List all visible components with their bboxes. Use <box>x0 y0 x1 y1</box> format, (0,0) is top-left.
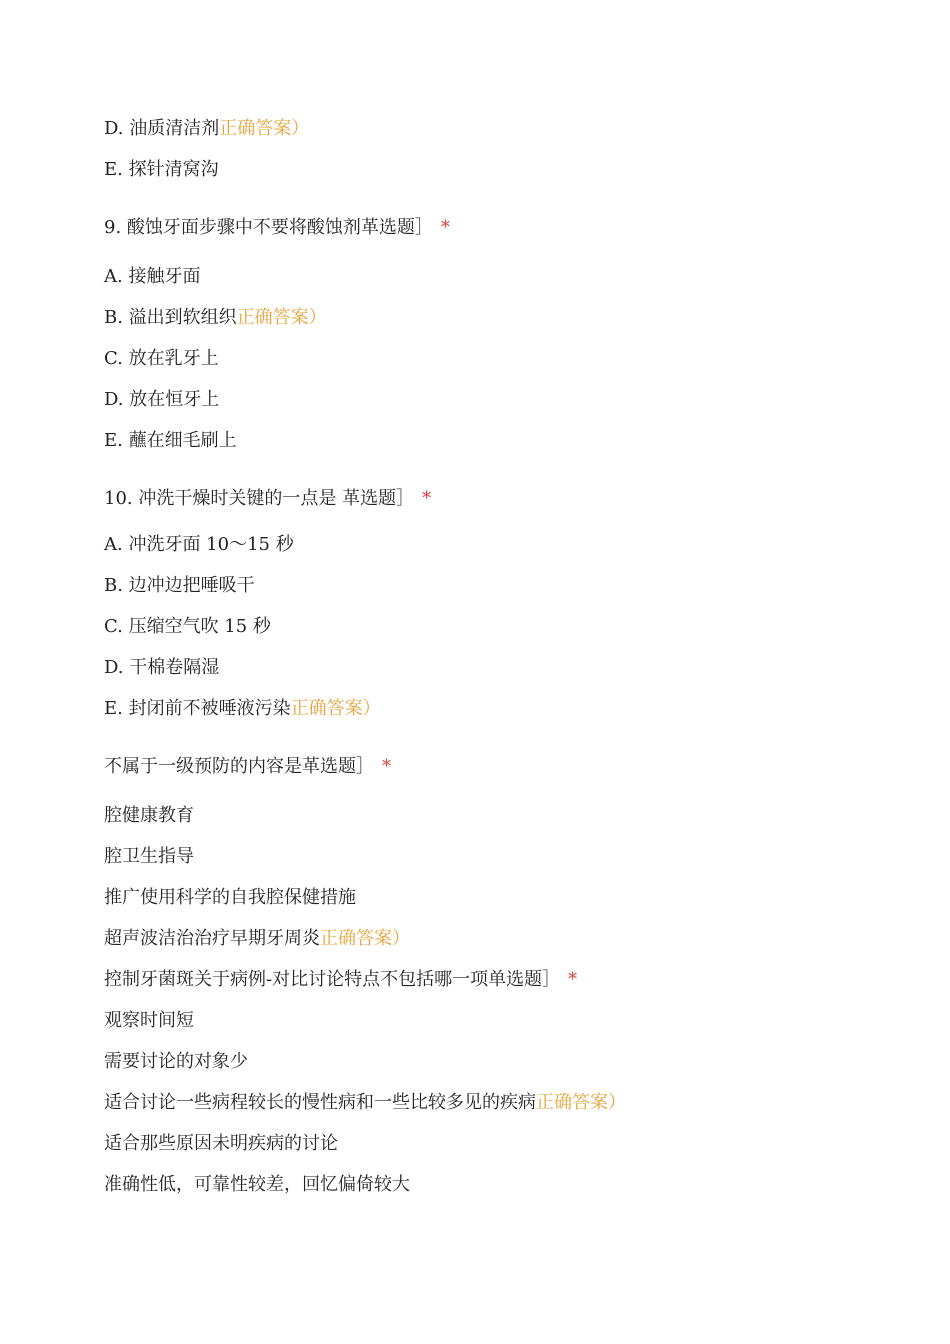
question-text: 10. 冲洗干燥时关键的一点是 革选题］ <box>104 488 415 509</box>
option-text: 准确性低，可靠性较差，回忆偏倚较大 <box>104 1174 410 1195</box>
option-item <box>104 845 194 869</box>
option-item <box>104 117 309 141</box>
option-item <box>104 533 294 557</box>
option-item <box>104 429 237 453</box>
option-text: 推广使用科学的自我腔保健措施 <box>104 887 356 908</box>
question-title <box>104 216 450 240</box>
option-text: 适合那些原因未明疾病的讨论 <box>104 1133 338 1154</box>
option-text: A. 接触牙面 <box>104 266 201 287</box>
option-text: D. 油质清洁剂 <box>104 118 220 139</box>
option-text: A. 冲洗牙面 10〜15 秒 <box>104 534 294 555</box>
option-item <box>104 1173 410 1197</box>
option-item <box>104 388 219 412</box>
option-item <box>104 804 194 828</box>
option-text: E. 封闭前不被唾液污染 <box>104 698 291 719</box>
option-text: B. 溢出到软组织 <box>104 307 237 328</box>
required-mark: * <box>568 969 578 990</box>
question-title <box>104 968 577 992</box>
question-title <box>104 755 391 779</box>
option-item <box>104 927 410 951</box>
correct-answer-mark: 正确答案） <box>219 118 310 139</box>
option-item <box>104 656 219 680</box>
correct-answer-mark: 正确答案） <box>320 928 410 949</box>
option-item <box>104 1050 248 1074</box>
correct-answer-mark: 正确答案） <box>290 698 381 719</box>
option-text: 腔卫生指导 <box>104 846 194 867</box>
option-item <box>104 1132 338 1156</box>
correct-answer-mark: 正确答案） <box>236 307 327 328</box>
option-item <box>104 158 219 182</box>
required-mark: * <box>422 488 432 509</box>
question-text: 不属于一级预防的内容是革选题］ <box>104 756 374 777</box>
question-title <box>104 487 431 511</box>
question-text: 9. 酸蚀牙面步骤中不要将酸蚀剂革选题］ <box>104 217 433 238</box>
required-mark: * <box>382 756 391 777</box>
option-text: E. 蘸在细毛刷上 <box>104 430 237 451</box>
option-text: 腔健康教育 <box>104 805 194 826</box>
option-item <box>104 886 356 910</box>
required-mark: * <box>440 217 450 238</box>
option-item <box>104 615 271 639</box>
option-item <box>104 306 327 330</box>
option-text: B. 边冲边把唾吸干 <box>104 575 255 596</box>
option-item <box>104 1009 194 1033</box>
option-item <box>104 697 381 721</box>
option-text: D. 干棉卷隔湿 <box>104 657 220 678</box>
correct-answer-mark: 正确答案） <box>536 1092 626 1113</box>
option-item <box>104 574 255 598</box>
option-text: 需要讨论的对象少 <box>104 1051 248 1072</box>
option-text: 观察时间短 <box>104 1010 194 1031</box>
question-text: 控制牙菌斑关于病例-对比讨论特点不包括哪一项单选题］ <box>104 969 561 990</box>
option-item <box>104 265 200 289</box>
option-item <box>104 1091 626 1115</box>
option-item <box>104 347 219 371</box>
option-text: 适合讨论一些病程较长的慢性病和一些比较多见的疾病 <box>104 1092 536 1113</box>
option-text: 超声波洁治治疗早期牙周炎 <box>104 928 320 949</box>
option-text: C. 放在乳牙上 <box>104 348 219 369</box>
option-text: E. 探针清窝沟 <box>104 159 219 180</box>
option-text: D. 放在恒牙上 <box>104 389 220 410</box>
option-text: C. 压缩空气吹 15 秒 <box>104 616 271 637</box>
